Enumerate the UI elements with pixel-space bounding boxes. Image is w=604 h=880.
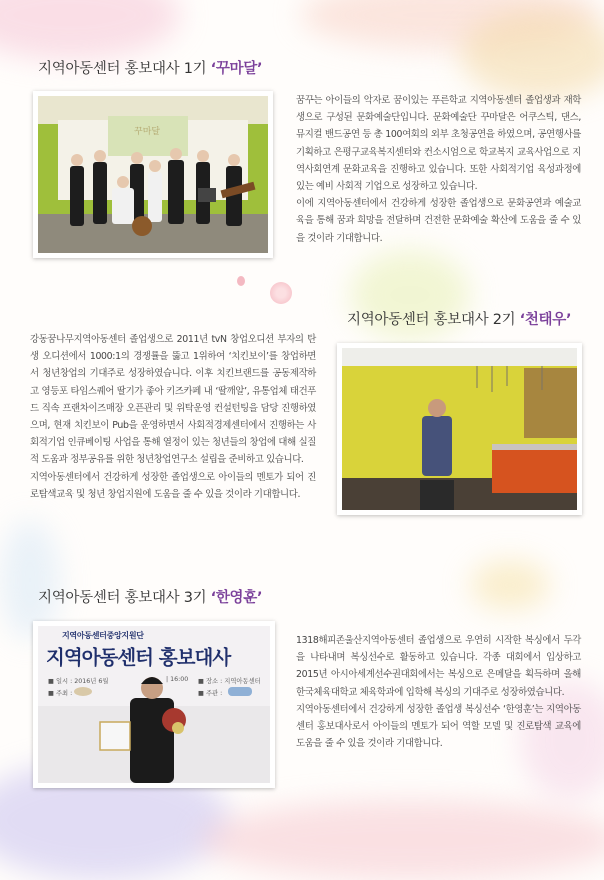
section-2-text [30, 331, 316, 503]
photo-appointment-ceremony [33, 621, 275, 788]
ambassador-name: ‘천태우’ [519, 312, 572, 328]
svg-text:꾸마달: 꾸마달 [134, 127, 161, 137]
watercolor-splash [470, 560, 550, 610]
ambassador-name: ‘한영훈’ [210, 590, 263, 606]
heading-label: 지역아동센터 홍보대사 3기 [38, 590, 211, 606]
ceremony-person-illustration [38, 626, 270, 783]
paragraph: 지역아동센터에서 건강하게 성장한 졸업생으로 아이들의 멘토가 되어 진로탐색교육 및 청년 창업지원에 도움을 줄 수 있을 것이라 기대합니다. [30, 471, 316, 500]
paragraph: 지역아동센터에서 건강하게 성장한 졸업생 복싱선수 ‘한영훈’는 지역아동센터 홍보대사로서 아이들의 멘토가 되어 역할 모델 및 진로탐색 교육에 도움을 줄 수 있을 것이라 기대합니다. [296, 703, 581, 750]
photo-kkumadal-group [33, 91, 273, 258]
ceremony-photo [38, 626, 270, 783]
section-1-text [296, 92, 581, 247]
decorative-dot [270, 282, 292, 304]
section-3-text [296, 632, 581, 752]
ambassador-name: ‘꾸마달’ [210, 61, 263, 77]
photo-chicken-pub [337, 343, 582, 515]
paragraph: 이에 지역아동센터에서 건강하게 성장한 졸업생으로 문화공연과 예술교육을 통해 꿈과 희망을 전달하며 건전한 문화예술 확산에 도움을 줄 수 있을 것이라 기대합니다. [296, 198, 581, 244]
paragraph: 강동꿈나무지역아동센터 졸업생으로 2011년 tvN 창업오디션 부자의 탄생 오디션에서 1000:1의 경쟁률을 뚫고 1위하여 ‘치킨보이’를 창업하면서 청년창업의 기대주로 성장하였습니다. 이후 치킨브랜드를 공동제작하고 영등포 타임스퀘어 딸기가 좋아 키즈카페 내 ‘딸깨알’, 유통업체 태건푸드 직속 프랜차이즈매장 오픈관리 및 위탁운영 컨설턴팅을 담당 진행하였으며, 현재 치킨보이 Pub을 운영하면서 사회적경제센터에서 진행하는 사회적기업 인큐베이팅 사업을 통해 열정이 있는 청년들의 창업에 대해 실질적 도움과 정부공유를 위한 청년창업연구소 설립을 준비하고 있습니다. [30, 334, 316, 466]
section-3-heading [38, 586, 262, 607]
pub-photo-illustration [342, 348, 577, 510]
banner-org: 지역아동센터중앙지원단 [62, 631, 144, 640]
paragraph: 꿈꾸는 아이들의 악자로 꿈이있는 푸른학교 지역아동센터 졸업생과 재학생으로 구성된 문화예술단입니다. 문화예술단 꾸마달은 어쿠스틱, 댄스, 뮤지컬 밴드공연 등 총 100여회의 외부 초청공연을 하였으며, 공연행사를 기획하고 은평구교육복지센터와 컨소시엄으로 학교복지 교육사업으로 지역사회연계 문화교육을 진행하고 있습니다. 또한 사회적기업 육성과정에 있는 예비 사회적 기업으로 성장하고 있습니다. [296, 95, 581, 193]
section-1-heading [38, 57, 262, 78]
watercolor-splash [0, 0, 180, 60]
banner-place: ■ 장소 : 지역아동센터 [198, 678, 261, 685]
banner-organizer: ■ 주관 : [198, 690, 223, 697]
paragraph: 1318해피존울산지역아동센터 졸업생으로 우연히 시작한 복싱에서 두각을 나타내며 복싱선수로 활동하고 있습니다. 각종 대회에서 입상하고 2015년 아시아세계선수권대회에서는 복싱으로 은메달을 획득하며 올해 한국체육대학교 체육학과에 입학해 복싱의 기대주로 성장하였습니다. [296, 635, 581, 698]
decorative-dot [237, 276, 245, 286]
heading-label: 지역아동센터 홍보대사 1기 [38, 61, 211, 77]
group-photo-illustration [38, 96, 268, 253]
pub-photo [342, 348, 577, 510]
section-2-heading [347, 308, 571, 329]
watercolor-splash [200, 800, 604, 880]
banner-title: 지역아동센터 홍보대사 [46, 646, 231, 669]
heading-label: 지역아동센터 홍보대사 2기 [347, 312, 520, 328]
banner-date-label: ■ 일시 : 2016년 6월 [48, 678, 109, 685]
banner-time: | 16:00 [166, 676, 189, 683]
watercolor-splash [460, 10, 604, 100]
group-photo [38, 96, 268, 253]
banner-host: ■ 주최 : [48, 690, 73, 697]
